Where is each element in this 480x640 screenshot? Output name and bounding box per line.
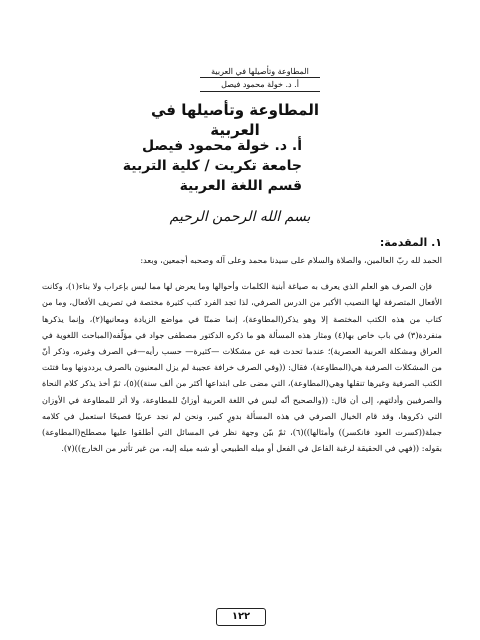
page-number: ١٢٢ [216, 608, 266, 626]
author-block [122, 136, 302, 196]
author-affiliation: جامعة تكريت / كلية التربية [122, 158, 302, 174]
body-text [42, 252, 442, 462]
running-header [200, 66, 320, 92]
running-header-author: أ. د. خولة محمود فيصل [200, 77, 320, 92]
paragraph-main: فإن الصرف هو العلم الذي يعرف به صياغة أبنية الكلمات وأحوالها وما يعرض لها مما ليس بإعراب ولا بناء(١)، وكانت الأفعال المتصرفة لها النصيب الأكبر من الدرس الصرفي، لذا تجد الفرد كتب كثيرة مختصة في تصريف الأفعال، وما من كتاب من هذه الكتب المختصة إلا وهو يذكر(المطاوعة)، إنما ضمنًا في مواضع الزيادة ومعانيها(٢)، وإنما يذكرها منفردة(٣) في باب خاص بها(٤) ومثار هذه المسألة هو ما ذكره الدكتور مصطفى جواد في مؤلّفه(المباحث اللغوية في العراق ومشكلة العربية العصرية)؛ عندما تحدث فيه عن مشكلات —كثيرة— حسب رأيه—في الصرف وغيره، وذكر أنّ من المشكلات الصرفية هي(المطاوعة)، فقال: ((وفي الصرف خرافة عجيبة لم يزل المعنيون بالصرف يرددونها وما فتئت الكتب الصرفية وغيرها تنقلها وهي(المطاوعة)، التي مضى على ابتداعها أكثر من ألف سنة))(٥)، ثمّ أخذ يذكر كلام النحاة والصرفيين وأدلتهم، إلى أن قال: ((والصحيح أنّه ليس في اللغة العربية أوزانٌ للمطاوعة، ولا أثر للمطاوعة في الأوزان التي ذكروها، وقد قام الخيال الصرفي في هذه المسألة بدورٍ كبير، ونحن لم نجد عربيًا فصيحًا استعمل في كلامه جملة((كسرت العود فانكسر)) وأمثالها))(٦)، ثمّ بيّن وجهة نظر في المسائل التي أطلقوا عليها مصطلح(المطاوعة) بقوله: ((فهي في الحقيقة لرغبة الفاعل في الفعل أو ميله الطبيعي أو شبه ميله إليه، من غير تأثير من الخارج))(٧). [42, 281, 443, 454]
article-title: المطاوعة وتأصيلها في العربية [150, 101, 320, 139]
author-department: قسم اللغة العربية [179, 178, 302, 194]
author-name: أ. د. خولة محمود فيصل [141, 138, 302, 154]
section-heading: ١. المقدمة: [379, 236, 442, 249]
basmala: بسم الله الرحمن الرحيم [169, 209, 311, 225]
paragraph-opening: الحمد لله ربّ العالمين، والصلاة والسلام على سيدنا محمد وعلى آله وصحبه أجمعين، وبعد: [140, 255, 442, 265]
running-header-title: المطاوعة وتأصيلها في العربية [211, 67, 309, 76]
